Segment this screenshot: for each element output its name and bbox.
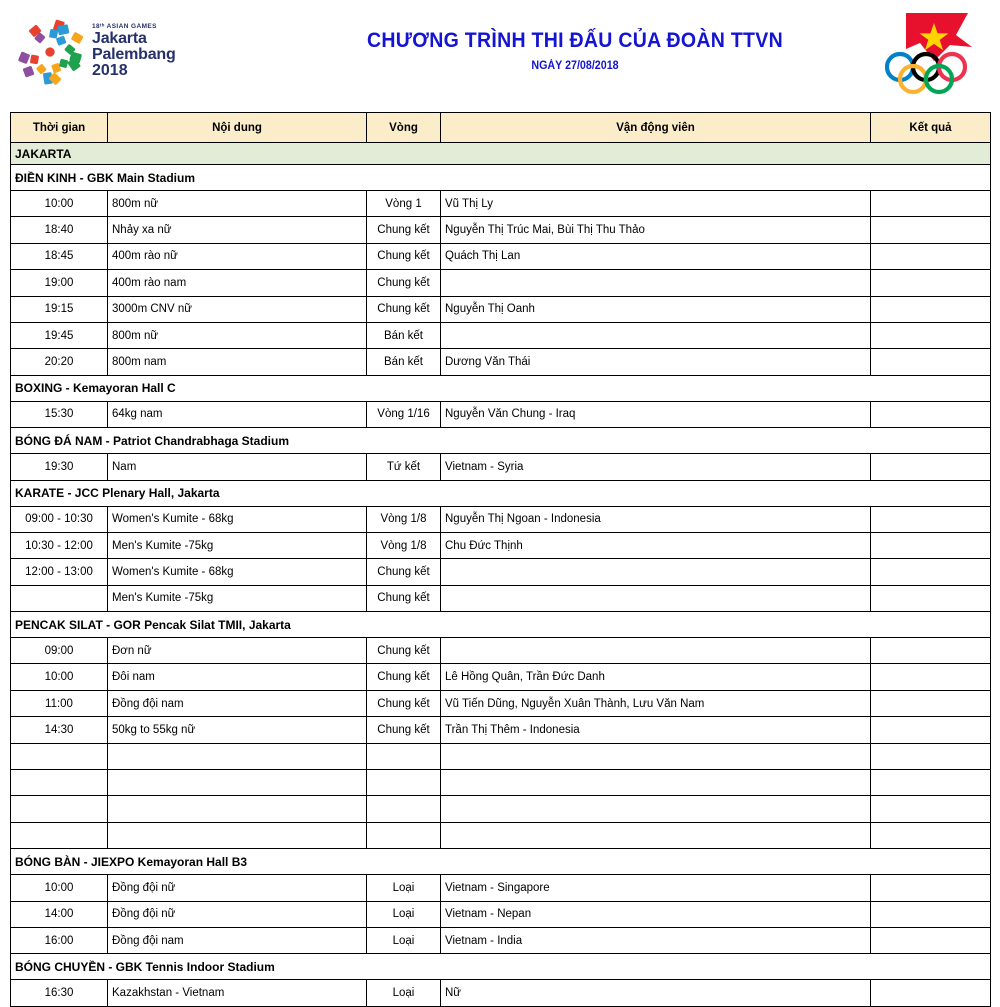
asian-games-year: 2018 bbox=[92, 62, 128, 80]
cell-event: 800m nam bbox=[108, 349, 367, 375]
cell-time bbox=[11, 585, 108, 611]
sport-venue-label: KARATE - JCC Plenary Hall, Jakarta bbox=[11, 480, 991, 506]
schedule-table bbox=[10, 112, 991, 1007]
cell-event: Nhảy xa nữ bbox=[108, 217, 367, 243]
cell-time bbox=[11, 743, 108, 769]
page-header bbox=[0, 0, 1000, 104]
cell-round: Chung kết bbox=[367, 690, 441, 716]
city-label: JAKARTA bbox=[11, 143, 991, 165]
cell-event: Nam bbox=[108, 454, 367, 480]
asian-games-burst-icon bbox=[14, 14, 86, 90]
cell-result bbox=[871, 585, 991, 611]
cell-result bbox=[871, 743, 991, 769]
cell-time: 14:30 bbox=[11, 717, 108, 743]
cell-result bbox=[871, 638, 991, 664]
cell-time: 19:15 bbox=[11, 296, 108, 322]
cell-result bbox=[871, 191, 991, 217]
column-header-athlete: Vận động viên bbox=[441, 113, 871, 143]
schedule-table-wrap bbox=[10, 112, 990, 1007]
cell-athlete bbox=[441, 796, 871, 822]
cell-result bbox=[871, 796, 991, 822]
cell-round: Bán kết bbox=[367, 349, 441, 375]
cell-event bbox=[108, 796, 367, 822]
cell-athlete: Lê Hồng Quân, Trần Đức Danh bbox=[441, 664, 871, 690]
title-block bbox=[274, 29, 876, 72]
sport-venue-row bbox=[11, 428, 991, 454]
cell-athlete: Nguyễn Thị Trúc Mai, Bùi Thị Thu Thảo bbox=[441, 217, 871, 243]
table-row bbox=[11, 296, 991, 322]
cell-time bbox=[11, 822, 108, 848]
sport-venue-label: BÓNG ĐÁ NAM - Patriot Chandrabhaga Stadium bbox=[11, 428, 991, 454]
cell-time: 10:00 bbox=[11, 875, 108, 901]
vietnam-flag-icon bbox=[906, 13, 972, 61]
table-row bbox=[11, 532, 991, 558]
asian-games-kicker: 18ᵗʰ ASIAN GAMES bbox=[92, 23, 157, 31]
cell-time: 16:30 bbox=[11, 980, 108, 1006]
cell-result bbox=[871, 322, 991, 348]
table-row bbox=[11, 270, 991, 296]
cell-result bbox=[871, 270, 991, 296]
cell-time: 20:20 bbox=[11, 349, 108, 375]
cell-time: 10:30 - 12:00 bbox=[11, 532, 108, 558]
table-row bbox=[11, 901, 991, 927]
cell-time: 15:30 bbox=[11, 401, 108, 427]
sport-venue-row bbox=[11, 480, 991, 506]
cell-athlete bbox=[441, 743, 871, 769]
cell-athlete bbox=[441, 585, 871, 611]
cell-round: Vòng 1/8 bbox=[367, 532, 441, 558]
cell-time: 09:00 bbox=[11, 638, 108, 664]
cell-round bbox=[367, 743, 441, 769]
cell-athlete: Vũ Thị Ly bbox=[441, 191, 871, 217]
cell-round: Vòng 1/8 bbox=[367, 506, 441, 532]
table-row bbox=[11, 875, 991, 901]
cell-result bbox=[871, 980, 991, 1006]
cell-result bbox=[871, 243, 991, 269]
cell-result bbox=[871, 559, 991, 585]
table-row bbox=[11, 559, 991, 585]
cell-round: Tứ kết bbox=[367, 454, 441, 480]
cell-result bbox=[871, 454, 991, 480]
cell-athlete bbox=[441, 322, 871, 348]
asian-games-logo bbox=[14, 14, 274, 90]
sport-venue-row bbox=[11, 954, 991, 980]
page-title: CHƯƠNG TRÌNH THI ĐẤU CỦA ĐOÀN TTVN bbox=[367, 28, 783, 52]
sport-venue-row bbox=[11, 849, 991, 875]
table-row bbox=[11, 638, 991, 664]
cell-result bbox=[871, 717, 991, 743]
cell-round bbox=[367, 770, 441, 796]
table-row bbox=[11, 349, 991, 375]
cell-round: Chung kết bbox=[367, 717, 441, 743]
table-row bbox=[11, 743, 991, 769]
cell-event bbox=[108, 770, 367, 796]
cell-event: Men's Kumite -75kg bbox=[108, 585, 367, 611]
cell-result bbox=[871, 664, 991, 690]
table-row bbox=[11, 770, 991, 796]
cell-result bbox=[871, 770, 991, 796]
cell-athlete: Nguyễn Văn Chung - Iraq bbox=[441, 401, 871, 427]
cell-event: Women's Kumite - 68kg bbox=[108, 506, 367, 532]
sport-venue-row bbox=[11, 375, 991, 401]
table-row bbox=[11, 217, 991, 243]
column-header-time: Thời gian bbox=[11, 113, 108, 143]
page-subtitle: NGÀY 27/08/2018 bbox=[531, 59, 619, 72]
cell-event: 400m rào nam bbox=[108, 270, 367, 296]
cell-time: 14:00 bbox=[11, 901, 108, 927]
cell-round: Chung kết bbox=[367, 585, 441, 611]
cell-event: Đơn nữ bbox=[108, 638, 367, 664]
cell-time: 19:45 bbox=[11, 322, 108, 348]
cell-time: 12:00 - 13:00 bbox=[11, 559, 108, 585]
cell-round: Loại bbox=[367, 980, 441, 1006]
cell-result bbox=[871, 901, 991, 927]
asian-games-city-1: Jakarta bbox=[92, 29, 147, 47]
cell-round: Chung kết bbox=[367, 296, 441, 322]
table-row bbox=[11, 664, 991, 690]
cell-athlete bbox=[441, 559, 871, 585]
cell-athlete: Vietnam - Syria bbox=[441, 454, 871, 480]
cell-round: Chung kết bbox=[367, 638, 441, 664]
cell-time: 19:00 bbox=[11, 270, 108, 296]
cell-event: Đồng đội nam bbox=[108, 927, 367, 953]
cell-athlete bbox=[441, 270, 871, 296]
cell-round bbox=[367, 822, 441, 848]
cell-round: Loại bbox=[367, 875, 441, 901]
cell-round: Chung kết bbox=[367, 243, 441, 269]
cell-round: Loại bbox=[367, 901, 441, 927]
cell-event: 50kg to 55kg nữ bbox=[108, 717, 367, 743]
table-header-row bbox=[11, 113, 991, 143]
cell-athlete: Vietnam - Singapore bbox=[441, 875, 871, 901]
cell-event: 400m rào nữ bbox=[108, 243, 367, 269]
sport-venue-label: BÓNG CHUYỀN - GBK Tennis Indoor Stadium bbox=[11, 954, 991, 980]
table-row bbox=[11, 243, 991, 269]
sport-venue-label: PENCAK SILAT - GOR Pencak Silat TMII, Jakarta bbox=[11, 612, 991, 638]
cell-round: Chung kết bbox=[367, 217, 441, 243]
column-header-result: Kết quả bbox=[871, 113, 991, 143]
cell-athlete: Vietnam - Nepan bbox=[441, 901, 871, 927]
cell-round: Chung kết bbox=[367, 664, 441, 690]
cell-round: Chung kết bbox=[367, 270, 441, 296]
cell-time: 10:00 bbox=[11, 664, 108, 690]
cell-athlete: Vietnam - India bbox=[441, 927, 871, 953]
cell-round: Chung kết bbox=[367, 559, 441, 585]
table-row bbox=[11, 927, 991, 953]
cell-event: 800m nữ bbox=[108, 191, 367, 217]
cell-athlete bbox=[441, 822, 871, 848]
cell-result bbox=[871, 532, 991, 558]
cell-round: Bán kết bbox=[367, 322, 441, 348]
cell-result bbox=[871, 875, 991, 901]
cell-result bbox=[871, 296, 991, 322]
cell-result bbox=[871, 927, 991, 953]
cell-event: 64kg nam bbox=[108, 401, 367, 427]
cell-round: Vòng 1/16 bbox=[367, 401, 441, 427]
cell-time bbox=[11, 796, 108, 822]
cell-time: 11:00 bbox=[11, 690, 108, 716]
sport-venue-row bbox=[11, 165, 991, 191]
cell-time: 09:00 - 10:30 bbox=[11, 506, 108, 532]
cell-round: Loại bbox=[367, 927, 441, 953]
cell-result bbox=[871, 217, 991, 243]
cell-athlete bbox=[441, 770, 871, 796]
table-row bbox=[11, 796, 991, 822]
table-row bbox=[11, 717, 991, 743]
cell-event: Women's Kumite - 68kg bbox=[108, 559, 367, 585]
cell-result bbox=[871, 401, 991, 427]
cell-result bbox=[871, 690, 991, 716]
cell-time bbox=[11, 770, 108, 796]
table-row bbox=[11, 822, 991, 848]
cell-athlete bbox=[441, 638, 871, 664]
table-row bbox=[11, 191, 991, 217]
cell-athlete: Nguyễn Thị Oanh bbox=[441, 296, 871, 322]
cell-time: 16:00 bbox=[11, 927, 108, 953]
column-header-event: Nội dung bbox=[108, 113, 367, 143]
table-row bbox=[11, 690, 991, 716]
asian-games-wordmark bbox=[92, 24, 176, 80]
cell-event bbox=[108, 822, 367, 848]
cell-time: 18:45 bbox=[11, 243, 108, 269]
cell-time: 18:40 bbox=[11, 217, 108, 243]
table-row bbox=[11, 322, 991, 348]
cell-athlete: Chu Đức Thịnh bbox=[441, 532, 871, 558]
table-row bbox=[11, 506, 991, 532]
cell-event bbox=[108, 743, 367, 769]
cell-time: 10:00 bbox=[11, 191, 108, 217]
cell-event: Đồng đội nữ bbox=[108, 901, 367, 927]
cell-event: 3000m CNV nữ bbox=[108, 296, 367, 322]
cell-round: Vòng 1 bbox=[367, 191, 441, 217]
table-row bbox=[11, 585, 991, 611]
cell-event: Đôi nam bbox=[108, 664, 367, 690]
cell-athlete: Vũ Tiến Dũng, Nguyễn Xuân Thành, Lưu Văn Nam bbox=[441, 690, 871, 716]
table-row bbox=[11, 454, 991, 480]
cell-result bbox=[871, 506, 991, 532]
vietnam-olympic-committee-logo bbox=[876, 9, 986, 95]
olympic-rings-icon bbox=[887, 54, 965, 92]
cell-event: Kazakhstan - Vietnam bbox=[108, 980, 367, 1006]
cell-athlete: Dương Văn Thái bbox=[441, 349, 871, 375]
cell-event: Men's Kumite -75kg bbox=[108, 532, 367, 558]
sport-venue-row bbox=[11, 612, 991, 638]
city-header-row bbox=[11, 143, 991, 165]
table-row bbox=[11, 980, 991, 1006]
cell-athlete: Quách Thị Lan bbox=[441, 243, 871, 269]
sport-venue-label: BOXING - Kemayoran Hall C bbox=[11, 375, 991, 401]
sport-venue-label: BÓNG BÀN - JIEXPO Kemayoran Hall B3 bbox=[11, 849, 991, 875]
cell-athlete: Trần Thị Thêm - Indonesia bbox=[441, 717, 871, 743]
asian-games-city-2: Palembang bbox=[92, 46, 176, 64]
cell-time: 19:30 bbox=[11, 454, 108, 480]
cell-event: Đồng đội nam bbox=[108, 690, 367, 716]
cell-result bbox=[871, 822, 991, 848]
schedule-table-body bbox=[11, 143, 991, 1007]
cell-event: 800m nữ bbox=[108, 322, 367, 348]
cell-result bbox=[871, 349, 991, 375]
cell-athlete: Nguyễn Thị Ngoan - Indonesia bbox=[441, 506, 871, 532]
cell-event: Đồng đội nữ bbox=[108, 875, 367, 901]
cell-round bbox=[367, 796, 441, 822]
column-header-round: Vòng bbox=[367, 113, 441, 143]
sport-venue-label: ĐIỀN KINH - GBK Main Stadium bbox=[11, 165, 991, 191]
cell-athlete: Nữ bbox=[441, 980, 871, 1006]
table-row bbox=[11, 401, 991, 427]
